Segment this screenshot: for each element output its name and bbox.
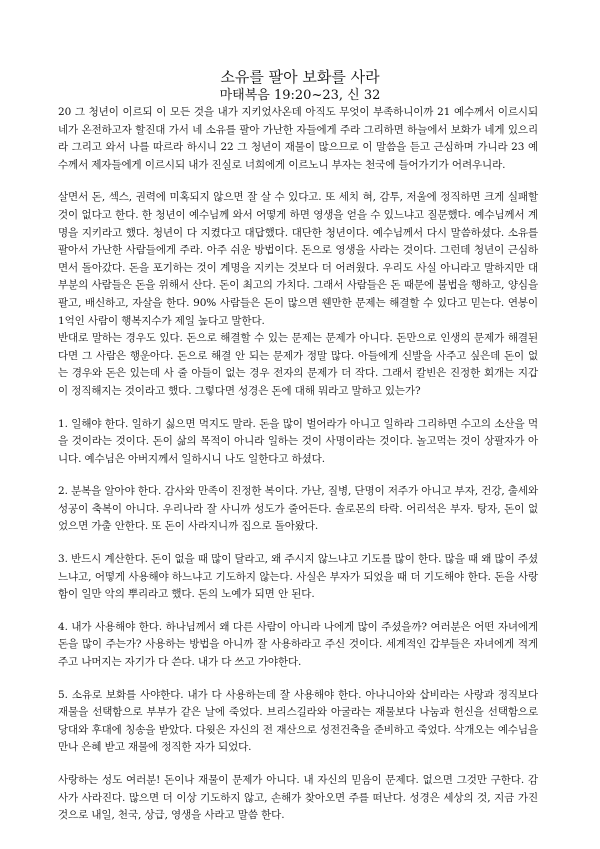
body-paragraph: 살면서 돈, 섹스, 권력에 미혹되지 않으면 잘 살 수 있다고. 또 세치 혀, 감투, 저울에 정직하면 크게 실패할 것이 없다고 한다. 한 청년이 예수님께 와서 어떻게 하면 영생을 얻을 수 있느냐고 질문했다. 예수님께서 계명을 지키라고 했다. 청년이 다 지켰다고 대답했다. 대단한 청년이다. 예수님께서 다시 말씀하셨다. 소유를 팔아서 가난한 사람들에게 주라. 아주 쉬운 방법이다. 돈으로 영생을 사라는 것이다. 그런데 청년이 근심하면서 돌아갔다. 돈을 포기하는 것이 계명을 지키는 것보다 더 어려웠다. 우리도 사실 아니라고 말하지만 대부분의 사람들은 돈을 위해서 산다. 돈이 최고의 가치다. 그래서 사람들은 돈 때문에 불법을 행하고, 양심을 팔고, 배신하고, 자살을 한다. 90% 사람들은 돈이 많으면 웬만한 문제는 해결할 수 있다고 믿는다. 연봉이 1억인 사람이 행복지수가 제일 높다고 말한다. <box>58 191 538 327</box>
point-2-paragraph: 2. 분복을 알아야 한다. 감사와 만족이 진정한 복이다. 가난, 질병, 단명이 저주가 아니고 부자, 건강, 출세와 성공이 축복이 아니다. 우리나라 잘 사니까 성도가 줄어든다. 솔로몬의 타락. 어리석은 부자. 탕자, 돈이 없었으면 가출 안한다. 또 돈이 사라지니까 집으로 돌아왔다. <box>58 485 538 533</box>
page-title: 소유를 팔아 보화를 사라 <box>220 68 380 86</box>
point-1-paragraph: 1. 일해야 한다. 일하기 싫으면 먹지도 말라. 돈을 많이 벌어라가 아니고 일하라 그리하면 수고의 소산을 먹을 것이라는 것이다. 돈이 삶의 목적이 아니라 일하는 것이 사명이라는 것이다. 놀고먹는 것이 상팔자가 아니다. 예수님은 아버지께서 일하시니 나도 일한다고 하셨다. <box>58 417 538 465</box>
body-paragraph: 반대로 말하는 경우도 있다. 돈으로 해결할 수 있는 문제는 문제가 아니다. 돈만으로 인생의 문제가 해결된다면 그 사람은 행운아다. 돈으로 해결 안 되는 문제가 정말 많다. 아들에게 신발을 사주고 싶은데 돈이 없는 경우와 돈은 있는데 사 줄 아들이 없는 경우 전자의 문제가 더 작다. 그래서 칼빈은 진정한 회개는 지갑이 정직해지는 것이라고 했다. 그렇다면 성경은 돈에 대해 뭐라고 말하고 있는가? <box>58 332 538 397</box>
document-body <box>58 104 538 825</box>
scripture-paragraph: 20 그 청년이 이르되 이 모든 것을 내가 지키었사온데 아직도 무엇이 부족하니이까 21 예수께서 이르시되 네가 온전하고자 할진대 가서 네 소유를 팔아 가난한 자들에게 주라 그리하면 하늘에서 보화가 네게 있으리라 그리고 와서 나를 따르라 하시니 22 그 청년이 재물이 많으므로 이 말씀을 듣고 근심하며 가니라 23 예수께서 제자들에게 이르시되 내가 진실로 너희에게 이르노니 부자는 천국에 들어가기가 어려우니라. <box>58 106 538 171</box>
point-4-paragraph: 4. 내가 사용해야 한다. 하나님께서 왜 다른 사람이 아니라 나에게 많이 주셨을까? 여러분은 어떤 자녀에게 돈을 많이 주는가? 사용하는 방법을 아니까 잘 사용하라고 주신 것이다. 세계적인 갑부들은 자녀에게 적게 주고 나머지는 자기가 다 쓴다. 내가 다 쓰고 가야한다. <box>58 620 538 669</box>
closing-paragraph: 사랑하는 성도 여러분! 돈이나 재물이 문제가 아니다. 내 자신의 믿음이 문제다. 없으면 그것만 구한다. 감사가 사라진다. 많으면 더 이상 기도하지 않고, 손해가 찾아오면 주를 떠난다. 성경은 세상의 것, 지금 가진 것으로 내일, 천국, 상급, 영생을 사라고 말씀 한다. <box>58 774 538 822</box>
point-3-paragraph: 3. 반드시 계산한다. 돈이 없을 때 많이 달라고, 왜 주시지 않느냐고 기도를 많이 한다. 많을 때 왜 많이 주셨느냐고, 어떻게 사용해야 하느냐고 기도하지 않는다. 사실은 부자가 되었을 때 더 기도해야 한다. 돈을 사랑함이 일만 악의 뿌리라고 했다. 돈의 노예가 되면 안 된다. <box>58 553 538 601</box>
point-5-paragraph: 5. 소유로 보화를 사야한다. 내가 다 사용하는데 잘 사용해야 한다. 아나니아와 삽비라는 사랑과 정직보다 재물을 선택함으로 부부가 같은 날에 죽었다. 브리스길라와 아굴라는 재물보다 나눔과 헌신을 선택함으로 당대와 후대에 칭송을 받았다. 다윗은 자신의 전 재산으로 성전건축을 준비하고 죽었다. 삭개오는 예수님을 만나 은혜 받고 재물에 정직한 자가 되었다. <box>58 688 538 754</box>
scripture-reference: 마태복음 19:20~23, 신 32 <box>219 88 381 103</box>
